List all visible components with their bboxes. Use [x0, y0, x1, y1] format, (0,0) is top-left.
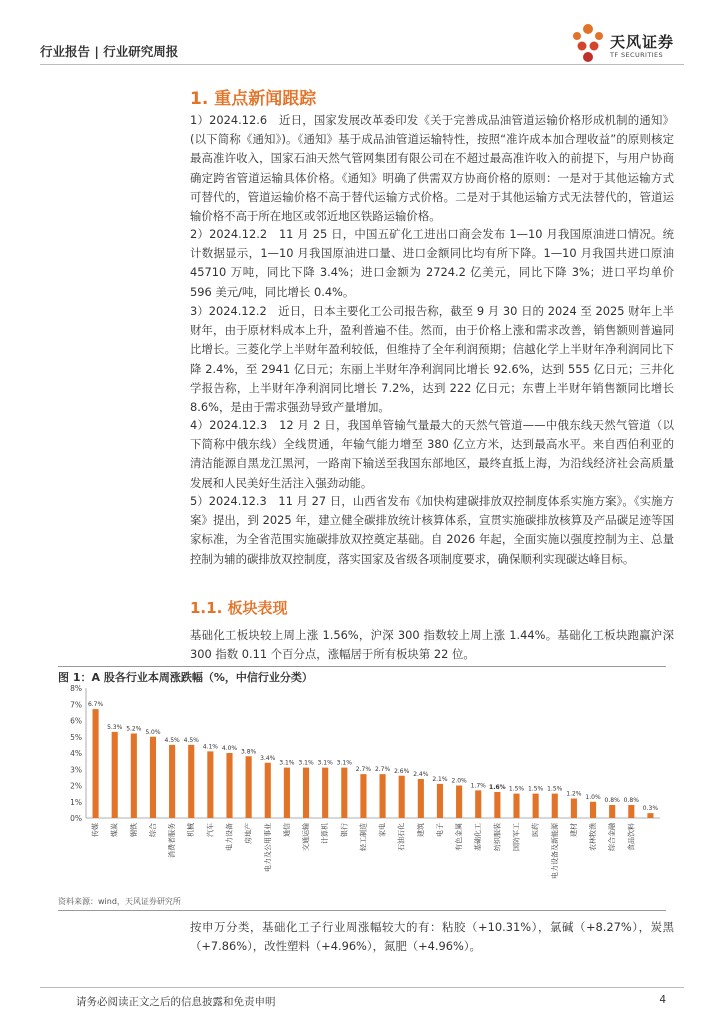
- bar-value-label: 3.1%: [336, 759, 352, 767]
- bar-value-label: 6.7%: [87, 701, 104, 709]
- x-tick-label: 汽车: [206, 823, 215, 837]
- figure-source: 资料来源：wind，天风证券研究所: [58, 897, 181, 906]
- x-tick-label: 综合: [148, 823, 157, 837]
- figure-top-rule: [58, 666, 666, 667]
- chart-bar: [628, 805, 634, 818]
- bar-value-label: 4.5%: [164, 736, 180, 744]
- bar-value-label: 3.1%: [279, 759, 295, 767]
- x-tick-label: 建材: [569, 823, 578, 837]
- bar-value-label: 5.0%: [145, 728, 161, 736]
- tf-securities-logo: [568, 22, 698, 64]
- bar-value-label: 2.7%: [374, 766, 391, 774]
- chart-bar: [207, 751, 213, 818]
- y-tick-label: 6%: [70, 716, 82, 726]
- x-tick-label: 家电: [378, 823, 387, 837]
- x-tick-label: 煤炭: [110, 823, 119, 837]
- chart-bar: [399, 776, 405, 818]
- chart-bar: [93, 709, 99, 818]
- chart-bar: [418, 779, 424, 818]
- chart-bar: [590, 802, 596, 818]
- logo-text: 天风证券: [610, 33, 675, 51]
- header-divider: [40, 64, 684, 65]
- chart-bar: [131, 734, 137, 819]
- bar-value-label: 2.0%: [451, 777, 467, 785]
- x-tick-label: 消费者服务: [168, 823, 177, 858]
- bar-value-label: 1.5%: [528, 785, 544, 793]
- bar-value-label: 1.6%: [489, 784, 506, 791]
- bar-value-label: 1.7%: [470, 782, 486, 790]
- chart-bar: [647, 813, 653, 818]
- x-tick-label: 医药: [531, 823, 540, 837]
- x-tick-label: 基础化工: [474, 823, 483, 851]
- y-tick-label: 8%: [70, 684, 82, 693]
- chart-bar: [513, 794, 519, 818]
- news-paragraph-5: 5）2024.12.3 11 月 27 日，山西省发布《加快构建碳排放双控制度体系实施方案》。《实施方案》提出，到 2025 年，建立健全碳排放统计核算体系，宣贯实施碳排放核算及产品碳足迹等国家标准，为全省范围实施碳排放双控奠定基础。自 2026 年起，全面实施以强度控制为主、总量控制为辅的碳排放双控制度，落实国家及省级各项制度要求，确保顺利实现碳达峰目标。: [190, 494, 674, 566]
- chart-bar: [475, 790, 481, 818]
- subsector-paragraph: 按申万分类，基础化工子行业周涨幅较大的有：粘胶（+10.31%），氯碱（+8.27%），炭黑（+7.86%），改性塑料（+4.96%），氮肥（+4.96%）。: [190, 920, 674, 954]
- logo-subtext: TF SECURITIES: [610, 51, 664, 59]
- sector-performance-chart: [56, 680, 668, 892]
- bar-value-label: 3.1%: [317, 759, 333, 767]
- bar-value-label: 0.8%: [623, 797, 639, 804]
- bar-value-label: 0.3%: [642, 805, 659, 813]
- chart-bar: [533, 794, 539, 818]
- bar-value-label: 0.8%: [604, 797, 620, 804]
- chart-bar: [322, 768, 328, 818]
- x-tick-label: 农林牧渔: [589, 823, 598, 851]
- x-tick-label: 机械: [187, 823, 196, 837]
- chart-bar: [112, 732, 118, 818]
- bar-value-label: 2.4%: [413, 771, 429, 778]
- chart-bar: [246, 756, 252, 818]
- x-tick-label: 电力及公用事业: [263, 823, 272, 872]
- x-tick-label: 石油石化: [397, 823, 406, 851]
- chart-bar: [188, 745, 194, 818]
- y-tick-label: 7%: [70, 700, 82, 710]
- y-tick-label: 1%: [70, 797, 82, 807]
- y-tick-label: 3%: [70, 765, 82, 775]
- bar-value-label: 2.7%: [355, 766, 372, 774]
- page-number: 4: [659, 994, 666, 1006]
- chart-bar: [380, 774, 386, 818]
- bar-value-label: 5.2%: [126, 725, 142, 733]
- bar-value-label: 1.2%: [566, 790, 582, 798]
- x-tick-label: 房地产: [244, 823, 253, 844]
- news-paragraph-2: 2）2024.12.2 11 月 25 日，中国五矿化工进出口商会发布 1—10 月我国原油进口情况。统计数据显示，1—10 月我国原油进口量、进口金额同比均有所下降。1—10 月我国共进口原油 45710 万吨，同比下降 3.4%；进口金额为 2724.2 亿美元，同比下降 3%；进口平均单价 596 美元/吨，同比增长 0.4%。: [190, 227, 674, 299]
- figure-title: 图 1：A 股各行业本周涨跌幅（%，中信行业分类）: [58, 671, 313, 684]
- chart-bar: [226, 753, 232, 818]
- chart-bar: [552, 794, 558, 818]
- chart-bar: [571, 799, 577, 819]
- figure-bottom-rule: [58, 910, 666, 911]
- x-tick-label: 钢铁: [129, 823, 138, 837]
- y-tick-label: 0%: [70, 814, 82, 823]
- x-tick-label: 国防军工: [512, 823, 521, 851]
- bar-value-label: 1.5%: [508, 785, 525, 793]
- chart-bar: [437, 784, 443, 818]
- section-title-news: 1. 重点新闻跟踪: [190, 89, 317, 109]
- news-paragraph-4: 4）2024.12.3 12 月 2 日，我国单管输气量最大的天然气管道——中俄东线天然气管道（以下简称中俄东线）全线贯通，年输气能力增至 380 亿立方米，达到最高水平。来自西伯利亚的清洁能源自黑龙江黑河，一路南下输送至我国东部地区，最终直抵上海，为沿线经济社会高质量发展和人民美好生活注入强劲动能。: [190, 418, 674, 490]
- y-tick-label: 2%: [70, 781, 82, 791]
- x-tick-label: 轻工制造: [359, 823, 368, 851]
- news-paragraph-3: 3）2024.12.2 近日，日本主要化工公司报告称，截至 9 月 30 日的 2024 至 2025 财年上半财年，由于原材料成本上升，盈利普遍不佳。然而，由于价格上涨和需求改善，销售额则普遍同比增长。三菱化学上半财年盈利较低，但维持了全年利润预期；信越化学上半财年净利润同比下降 2.4%，至 2941 亿日元；东丽上半财年净利润同比增长 92.6%，达到 555 亿日元；三井化学报告称，上半财年净利润同比增长 7.2%，达到 222 亿日元；东曹上半财年销售额同比增长 8.6%，是由于需求强劲导致产量增加。: [190, 304, 674, 415]
- x-tick-label: 电子: [435, 823, 444, 837]
- x-tick-label: 电力设备及新能源: [550, 823, 559, 879]
- bar-value-label: 1.0%: [585, 793, 601, 801]
- chart-bar: [303, 768, 309, 818]
- bar-value-label: 1.5%: [547, 785, 563, 793]
- chart-bar: [265, 763, 271, 818]
- x-tick-label: 电力设备: [225, 823, 234, 851]
- x-tick-label: 食品饮料: [627, 823, 636, 851]
- x-tick-label: 通信: [282, 823, 291, 837]
- chart-bar: [360, 774, 366, 818]
- y-tick-label: 4%: [70, 749, 82, 758]
- chart-bar: [494, 792, 500, 818]
- x-tick-label: 银行: [340, 823, 349, 837]
- x-tick-label: 计算机: [321, 823, 330, 844]
- x-tick-label: 传媒: [91, 823, 100, 837]
- bar-value-label: 2.1%: [432, 775, 448, 783]
- y-tick-label: 5%: [70, 732, 82, 742]
- bar-value-label: 5.3%: [107, 723, 123, 731]
- footer-disclaimer: 请务必阅读正文之后的信息披露和免责申明: [76, 996, 276, 1008]
- x-tick-label: 有色金属: [455, 823, 464, 851]
- chart-bar: [456, 786, 462, 819]
- bar-value-label: 3.4%: [260, 754, 276, 762]
- chart-bar: [284, 768, 290, 818]
- news-paragraph-1: 1）2024.12.6 近日，国家发展改革委印发《关于完善成品油管道运输价格形成机制的通知》(以下简称《通知》)。《通知》基于成品油管道运输特性，按照“准许成本加合理收益”的原则核定最高准许收入，国家石油天然气管网集团有限公司在不超过最高准许收入的前提下，与用户协商确定跨省管道运输具体价格。《通知》明确了供需双方协商价格的原则：一是对于其他运输方式可替代的，管道运输价格不高于替代运输方式价格。二是对于其他运输方式无法替代的，管道运输价格不高于所在地区或邻近地区铁路运输价格。: [190, 113, 674, 224]
- bar-value-label: 4.5%: [183, 736, 199, 744]
- chart-bar: [609, 805, 615, 818]
- bar-value-label: 4.0%: [221, 745, 238, 752]
- x-tick-label: 建筑: [416, 823, 425, 837]
- bar-value-label: 3.8%: [241, 748, 257, 756]
- chart-bar: [341, 768, 347, 818]
- chart-bar: [150, 737, 156, 818]
- footer-divider: [40, 987, 684, 988]
- chart-bar: [169, 745, 175, 818]
- x-tick-label: 纺织服装: [493, 823, 502, 851]
- report-type-header: 行业报告 | 行业研究周报: [40, 44, 179, 59]
- logo-mark-icon: [568, 22, 608, 64]
- bar-value-label: 2.6%: [394, 767, 410, 775]
- bar-value-label: 3.1%: [298, 759, 314, 767]
- x-tick-label: 综合金融: [608, 823, 617, 851]
- bar-value-label: 4.1%: [202, 743, 218, 751]
- x-tick-label: 交通运输: [302, 823, 311, 851]
- sector-paragraph: 基础化工板块较上周上涨 1.56%，沪深 300 指数较上周上涨 1.44%。基础化工板块跑赢沪深 300 指数 0.11 个百分点，涨幅居于所有板块第 22 位。: [190, 628, 674, 662]
- section-title-sector: 1.1. 板块表现: [190, 599, 288, 617]
